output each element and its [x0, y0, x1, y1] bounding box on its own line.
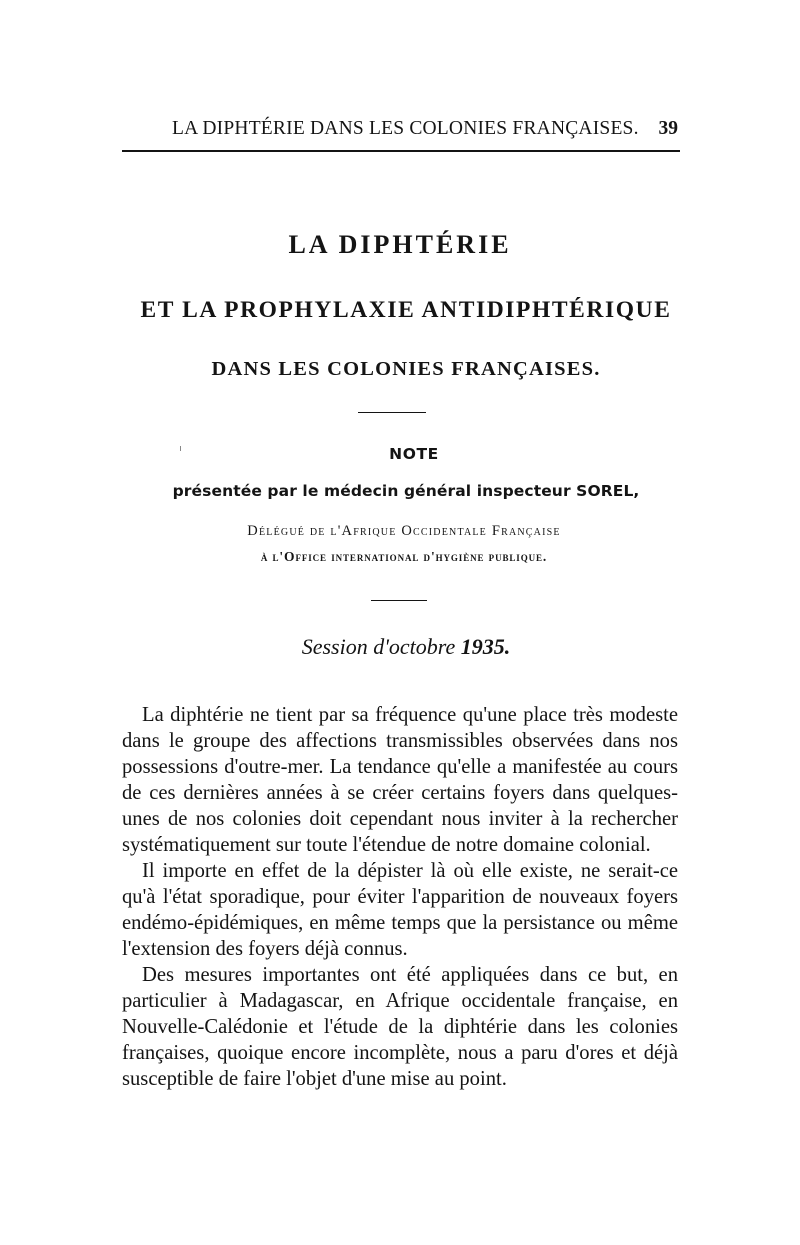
body-paragraph-1: La diphtérie ne tient par sa fréquence qu'une place très modeste dans le groupe des affections transmissibles observées dans nos possessions d'outre-mer. La tendance qu'elle a manifestée au cours de ces dernières années à se créer certains foyers dans quelques-unes de nos colonies doit cependant nous inviter à la rechercher systématiquement sur toute l'étendue de notre domaine colonial. [122, 704, 678, 856]
body-text [122, 702, 678, 1092]
header-rule [122, 150, 680, 152]
author-affiliation-line-2: à l'Office international d'hygiène publique. [260, 549, 548, 564]
article-title-line-2: ET LA PROPHYLAXIE ANTIDIPHTÉRIQUE [140, 297, 672, 323]
section-divider-rule [371, 600, 427, 601]
article-title-line-1: LA DIPHTÉRIE [288, 230, 512, 259]
page-number: 39 [658, 118, 678, 139]
running-header [122, 114, 680, 144]
article-title-line-3: DANS LES COLONIES FRANÇAISES. [211, 358, 601, 380]
session-year: 1935. [460, 634, 511, 659]
title-divider-rule [358, 412, 426, 413]
body-paragraph-2: Il importe en effet de la dépister là où elle existe, ne serait-ce qu'à l'état sporadique, pour éviter l'apparition de nouveaux foyers endémo-épidémiques, en même temps que la persistance ou même l'extension des foyers déjà connus. [122, 860, 678, 960]
author-line: présentée par le médecin général inspecteur SOREL, [172, 482, 640, 500]
session-heading [0, 634, 800, 660]
body-paragraph-3: Des mesures importantes ont été appliquées dans ce but, en particulier à Madagascar, en Afrique occidentale française, en Nouvelle-Calédonie et l'étude de la diphtérie dans les colonies françaises, quoique encore incomplète, nous a paru d'ores et déjà susceptible de faire l'objet d'une mise au point. [122, 964, 678, 1090]
note-label: NOTE [389, 445, 439, 463]
running-title: LA DIPHTÉRIE DANS LES COLONIES FRANÇAISES. [172, 118, 639, 139]
author-affiliation-line-1: Délégué de l'Afrique Occidentale Française [247, 523, 561, 539]
session-heading-text: Session d'octobre [301, 634, 461, 659]
